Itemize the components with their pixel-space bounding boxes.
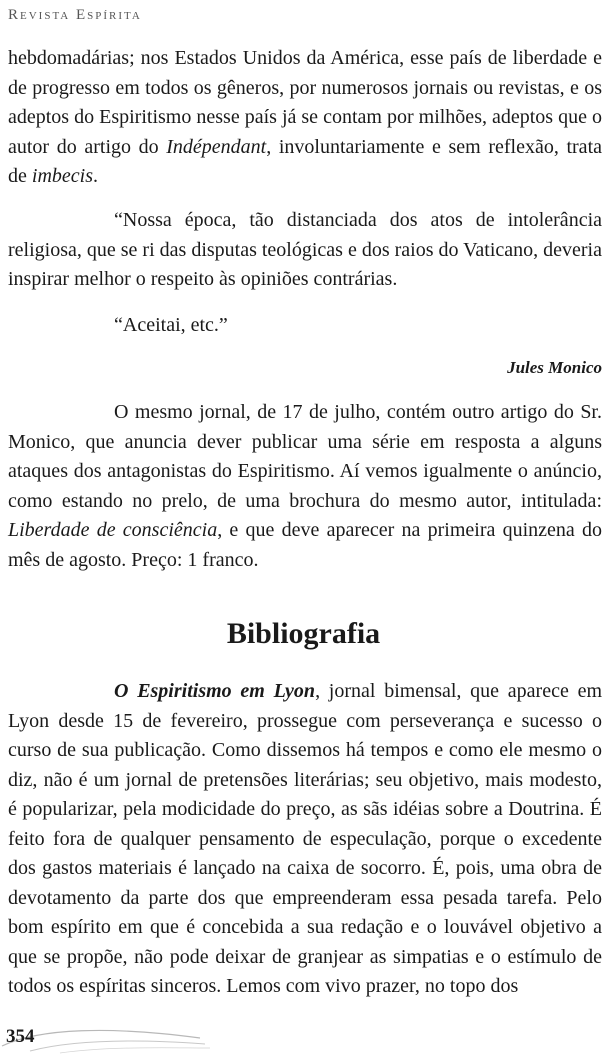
paragraph-text: , jornal bimensal, que aparece em Lyon desde 15 de fevereiro, prossegue com perseverança e sucesso o curso de sua publicação. Como dissemos há tempos e como ele mesmo o diz, não é um jornal de pretensões literárias; seu objetivo, mais modesto, é popularizar, pela modicidade do preço, as sãs idéias sobre a Doutrina. É feito fora de qualquer pensamento de especulação, porque o excedente dos gastos materiais é lançado na caixa de socorro. É, pois, uma obra de devotamento da parte dos que empreenderam essa pesada tarefa. Pelo bom espírito em que é concebida a sua redação e o louvável objetivo a que se propõe, não pode deixar de granjear as simpatias e o estímulo de todos os espíritas sinceros. Lemos com vivo prazer, no topo dos	[8, 680, 602, 997]
brochure-title: Liberdade de consciência	[8, 519, 218, 541]
paragraph-text: .	[92, 165, 98, 187]
quote-closing: “Aceitai, etc.”	[114, 314, 228, 336]
paragraph-text: O mesmo jornal, de 17 de julho, contém outro artigo do Sr. Monico, que anuncia dever publicar uma série em resposta a alguns ataques dos antagonistas do Espiritismo. Aí vemos igualmente o anúncio, como estando no prelo, de uma brochura do mesmo autor, intitulada:	[8, 401, 602, 512]
journal-title: O Espiritismo em Lyon	[114, 680, 316, 702]
running-header: Revista Espírita	[8, 7, 142, 23]
quote-paragraph: “Nossa época, tão distanciada dos atos de intolerância religiosa, que se ri das disputas teológicas e dos raios do Vaticano, deveria inspirar melhor o respeito às opiniões contrárias.	[8, 209, 602, 290]
paragraph-text: hebdomadárias; nos Estados Unidos da América, esse país de liberdade e de progresso em todos os gêneros, por numerosos jornais ou revistas, e os adeptos do Espiritismo nesse país já se contam por milhões, adeptos que o autor do artigo do	[8, 47, 602, 158]
paragraph-text: , e que deve aparecer na primeira quinzena do mês de agosto. Preço: 1 franco.	[8, 519, 602, 571]
page-number: 354	[6, 1026, 35, 1047]
paragraph-text: , involuntariamente e sem reflexão, trata de	[8, 135, 602, 187]
paragraph-journal-note	[8, 398, 602, 575]
newspaper-name: Indépendant	[166, 135, 267, 158]
emphasis-word: imbecis	[31, 165, 93, 187]
section-title: Bibliografia	[226, 617, 381, 650]
signature: Jules Monico	[507, 358, 602, 377]
paragraph-continuation	[8, 44, 602, 192]
paragraph-bibliography	[8, 677, 602, 1002]
